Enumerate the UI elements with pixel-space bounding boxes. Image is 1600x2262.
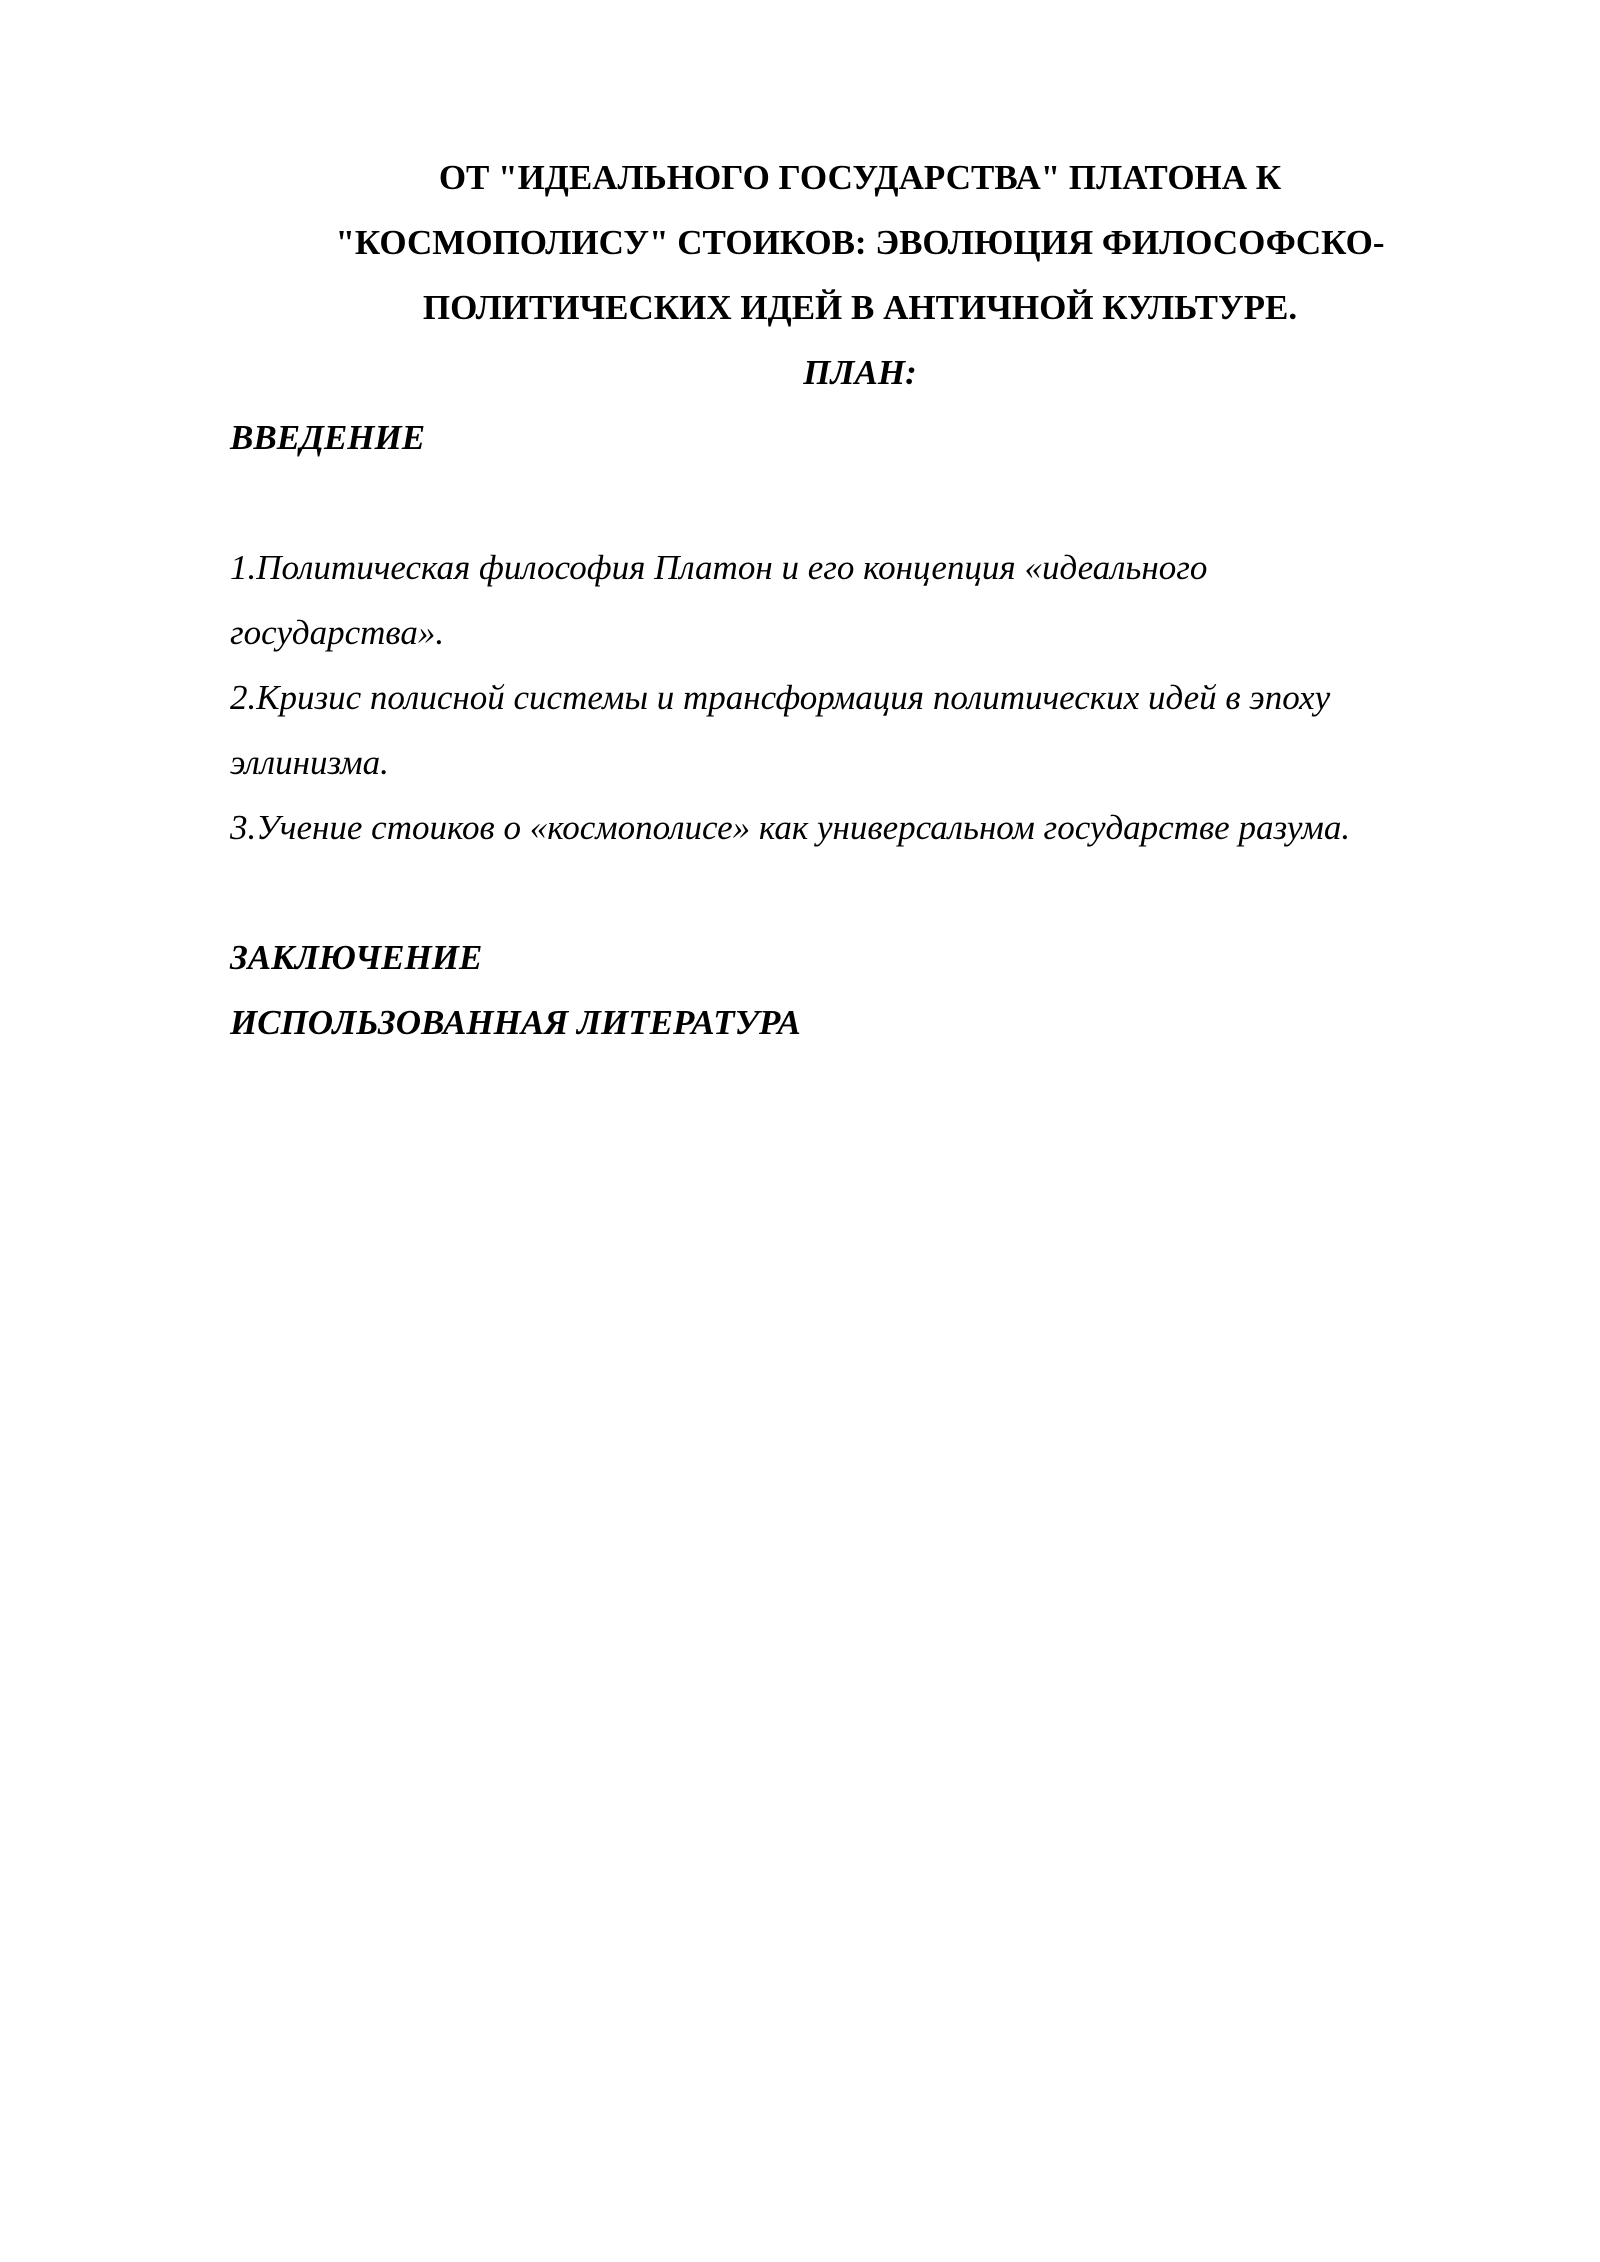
- plan-item-line: государства».: [230, 613, 445, 652]
- plan-label: ПЛАН:: [803, 353, 917, 392]
- plan-item-line: 3.Учение стоиков о «космополисе» как универсальном государстве разума.: [230, 808, 1351, 847]
- plan-items: [230, 535, 1490, 860]
- plan-item-line: 2.Кризис полисной системы и трансформация политических идей в эпоху: [230, 678, 1331, 717]
- title-line: ПОЛИТИЧЕСКИХ ИДЕЙ В АНТИЧНОЙ КУЛЬТУРЕ.: [422, 288, 1298, 327]
- conclusion-heading: ЗАКЛЮЧЕНИЕ: [230, 938, 483, 977]
- plan-item: [230, 795, 1490, 860]
- plan-item: [230, 535, 1490, 665]
- title-line: ОТ "ИДЕАЛЬНОГО ГОСУДАРСТВА" ПЛАТОНА К: [438, 158, 1282, 197]
- plan-item: [230, 665, 1490, 795]
- document-title: [230, 145, 1490, 340]
- closing-headings: [230, 925, 1490, 1055]
- plan-item-line: 1.Политическая философия Платон и его концепция «идеального: [230, 548, 1208, 587]
- references-heading: ИСПОЛЬЗОВАННАЯ ЛИТЕРАТУРА: [230, 1003, 801, 1042]
- plan-item-line: эллинизма.: [230, 743, 389, 782]
- introduction-heading: ВВЕДЕНИЕ: [230, 418, 426, 457]
- title-line: "КОСМОПОЛИСУ" СТОИКОВ: ЭВОЛЮЦИЯ ФИЛОСОФСКО-: [335, 223, 1385, 262]
